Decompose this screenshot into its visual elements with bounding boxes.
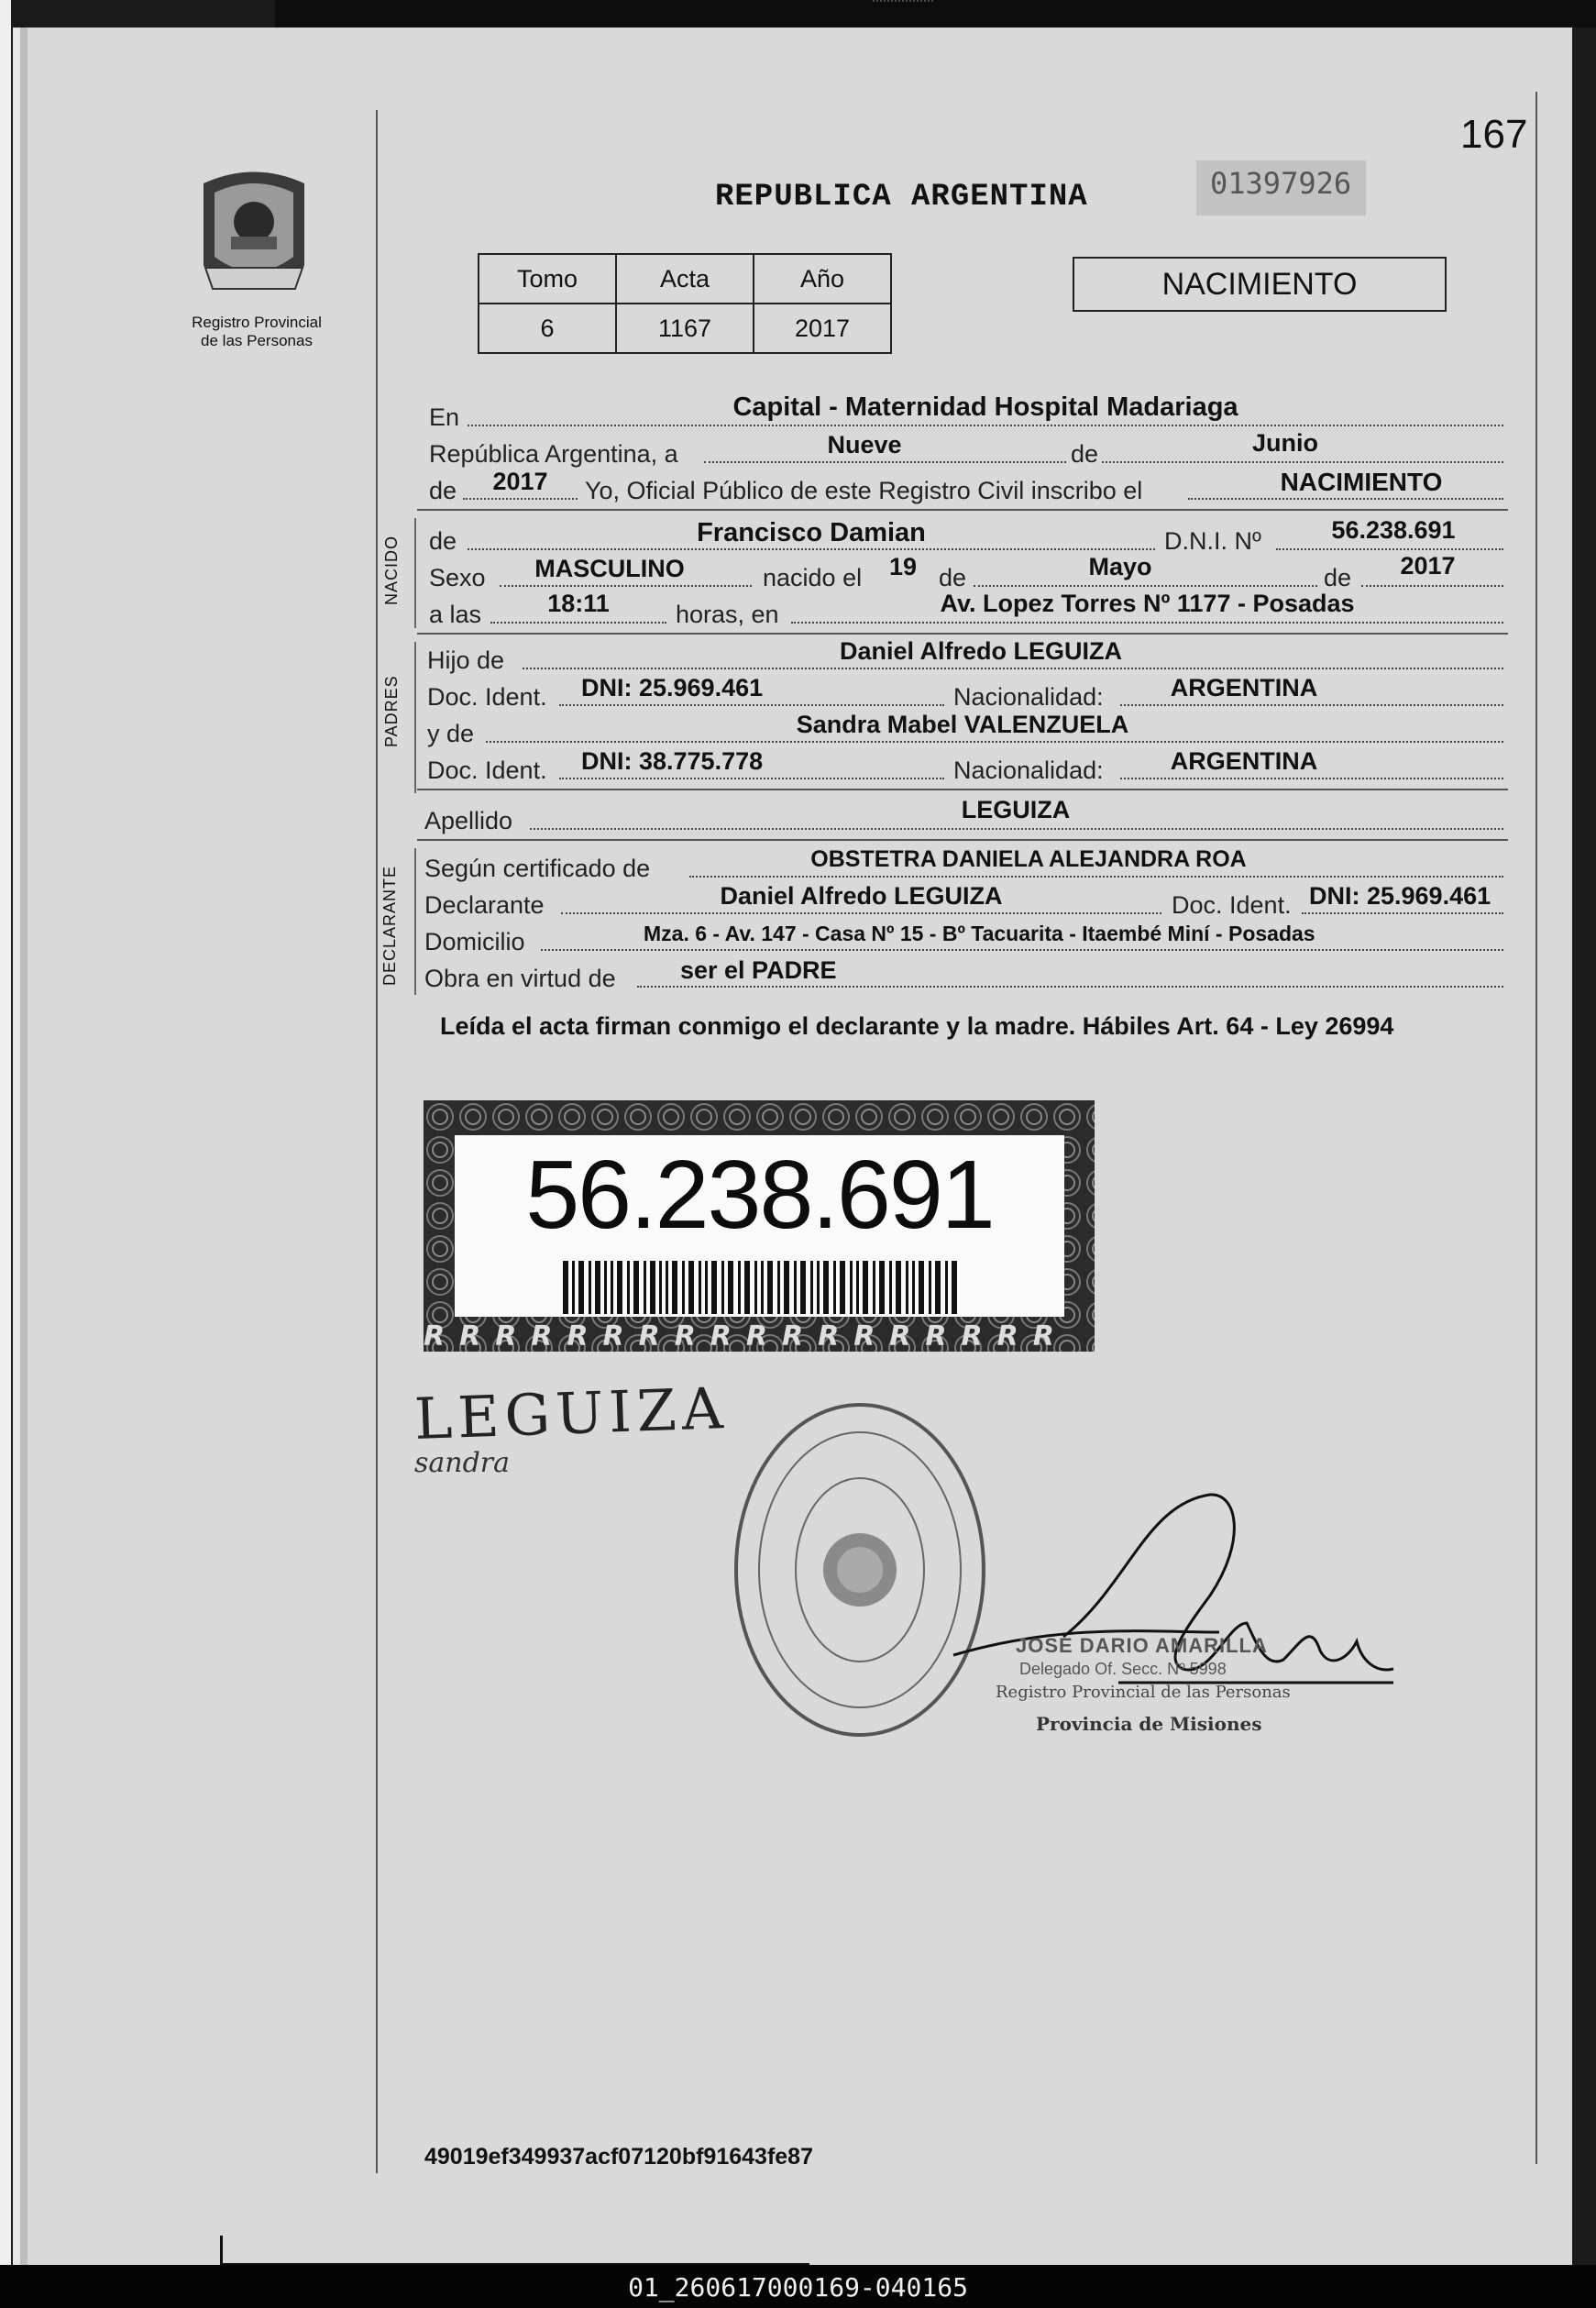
nacido-de-label: de: [429, 527, 457, 555]
birth-place-institution: Capital - Maternidad Hospital Madariaga: [732, 392, 1238, 422]
dotted-line: [500, 585, 752, 587]
register-day: Nueve: [827, 431, 902, 458]
table-header-anio: Año: [754, 254, 891, 304]
security-r-pattern: RRRRRRRRRRRRRRRRRR: [424, 1320, 1069, 1352]
section-bar: [414, 518, 416, 628]
scan-id-strip: [0, 2265, 1596, 2308]
child-surname: LEGUIZA: [961, 796, 1071, 823]
father-nationality: ARGENTINA: [1170, 674, 1318, 701]
barcode-number: 56.238.691: [525, 1141, 994, 1249]
table-value-tomo: 6: [479, 304, 616, 353]
record-type-box: NACIMIENTO: [1073, 257, 1447, 312]
official-province: Provincia de Misiones: [1036, 1713, 1262, 1735]
a-las-label: a las: [429, 601, 482, 628]
table-value-anio: 2017: [754, 304, 891, 353]
section-separator: [417, 839, 1508, 841]
obra-value: ser el PADRE: [680, 956, 837, 984]
left-margin-rule: [376, 110, 378, 2173]
domicilio-label: Domicilio: [424, 928, 525, 955]
de-label: de: [1071, 440, 1099, 468]
declarant-doc-label: Doc. Ident.: [1172, 891, 1292, 919]
dotted-line: [873, 0, 933, 2]
father-nationality-label: Nacionalidad:: [953, 683, 1104, 711]
padres-section-label: PADRES: [382, 675, 401, 747]
section-separator: [417, 509, 1508, 511]
handwritten-surname: LEGUIZA: [413, 1375, 730, 1452]
mother-doc: DNI: 38.775.778: [581, 747, 764, 775]
horas-label: horas, en: [676, 601, 779, 628]
republica-label: República Argentina, a: [429, 440, 678, 468]
mother-doc-label: Doc. Ident.: [427, 756, 547, 784]
nacido-section-label: NACIDO: [382, 535, 401, 605]
dotted-line: [468, 548, 1155, 550]
document-title: REPUBLICA ARGENTINA: [715, 180, 1088, 215]
official-text: Yo, Oficial Público de este Registro Civil inscribo el: [585, 477, 1143, 504]
dotted-line: [561, 912, 1161, 914]
dotted-line: [1188, 498, 1503, 500]
dotted-line: [1120, 704, 1503, 706]
declarant-address: Mza. 6 - Av. 147 - Casa Nº 15 - Bº Tacuarita - Itaembé Miní - Posadas: [644, 922, 1315, 945]
mother-name: Sandra Mabel VALENZUELA: [796, 711, 1129, 738]
paper-edge: [0, 0, 11, 2308]
province-seal-icon: [194, 165, 314, 303]
barcode-bars: [563, 1261, 957, 1314]
dotted-line: [974, 585, 1317, 587]
nacido-el-label: nacido el: [763, 564, 863, 591]
scan-id: 01_260617000169-040165: [628, 2272, 968, 2302]
declarante-label: Declarante: [424, 891, 545, 919]
dotted-line: [1102, 461, 1503, 463]
scan-background: [275, 0, 1596, 28]
birth-month: Mayo: [1088, 553, 1152, 580]
father-doc: DNI: 25.969.461: [581, 674, 764, 701]
child-dni: 56.238.691: [1331, 516, 1456, 544]
mother-nationality: ARGENTINA: [1170, 747, 1318, 775]
dotted-line: [1120, 778, 1503, 779]
birth-year: 2017: [1400, 552, 1456, 580]
document-hash: 49019ef349937acf07120bf91643fe87: [424, 2144, 813, 2170]
birth-hour: 18:11: [547, 590, 610, 617]
dotted-line: [689, 876, 1503, 878]
dotted-line: [791, 622, 1503, 624]
table-header-tomo: Tomo: [479, 254, 616, 304]
birth-address: Av. Lopez Torres Nº 1177 - Posadas: [940, 590, 1355, 617]
certificado-label: Según certificado de: [424, 855, 651, 882]
section-bar: [414, 848, 416, 995]
dotted-line: [704, 461, 1066, 463]
declarant-name: Daniel Alfredo LEGUIZA: [720, 882, 1003, 910]
dotted-line: [541, 949, 1503, 951]
dni-label: D.N.I. Nº: [1164, 527, 1261, 555]
father-doc-label: Doc. Ident.: [427, 683, 547, 711]
table-value-acta: 1167: [616, 304, 754, 353]
dotted-line: [463, 498, 578, 500]
section-separator: [417, 633, 1508, 635]
dotted-line: [559, 704, 944, 706]
section-bar: [414, 642, 416, 793]
dotted-line: [523, 668, 1503, 669]
y-de-label: y de: [427, 720, 475, 747]
right-margin-rule: [1535, 92, 1537, 2164]
handwritten-signature: sandra: [414, 1447, 511, 1479]
page-number: 167: [1460, 112, 1528, 157]
dotted-line: [559, 778, 944, 779]
child-sex: MASCULINO: [534, 555, 685, 582]
serial-number: 01397926: [1196, 160, 1366, 215]
dotted-line: [490, 622, 666, 624]
father-name: Daniel Alfredo LEGUIZA: [839, 637, 1123, 665]
official-role: Delegado Of. Secc. Nº 5998: [1019, 1660, 1227, 1678]
underlying-form-edge: [220, 2236, 809, 2266]
obra-label: Obra en virtud de: [424, 965, 616, 992]
registry-table: [478, 253, 892, 354]
dotted-line: [1302, 912, 1503, 914]
registry-caption-line2: de las Personas: [201, 332, 313, 349]
dotted-line: [530, 828, 1503, 830]
dni-barcode-label: [424, 1100, 1095, 1352]
declarant-doc: DNI: 25.969.461: [1309, 882, 1491, 910]
register-year: 2017: [492, 468, 548, 495]
dotted-line: [1276, 548, 1503, 550]
certifier: OBSTETRA DANIELA ALEJANDRA ROA: [810, 846, 1247, 872]
barcode-panel: [455, 1135, 1064, 1317]
hijo-de-label: Hijo de: [427, 646, 505, 674]
dotted-line: [468, 425, 1503, 426]
legal-note: Leída el acta firman conmigo el declarante y la madre. Hábiles Art. 64 - Ley 26994: [440, 1012, 1394, 1040]
dotted-line: [486, 741, 1503, 743]
table-header-acta: Acta: [616, 254, 754, 304]
official-registry: Registro Provincial de las Personas: [996, 1683, 1291, 1702]
sexo-label: Sexo: [429, 564, 486, 591]
child-name: Francisco Damian: [697, 518, 926, 547]
register-month: Junio: [1252, 429, 1318, 457]
mother-nationality-label: Nacionalidad:: [953, 756, 1104, 784]
declarante-section-label: DECLARANTE: [380, 865, 399, 986]
register-event: NACIMIENTO: [1280, 468, 1443, 496]
official-name: JOSE DARIO AMARILLA: [1016, 1634, 1268, 1657]
registry-caption: [174, 314, 339, 350]
de-label: de: [1324, 564, 1352, 591]
dotted-line: [637, 986, 1503, 988]
de2-label: de: [429, 477, 457, 504]
section-separator: [417, 789, 1508, 790]
de-label: de: [939, 564, 967, 591]
birth-day: 19: [888, 553, 918, 580]
registry-caption-line1: Registro Provincial: [192, 314, 322, 331]
dotted-line: [1361, 585, 1503, 587]
en-label: En: [429, 403, 460, 431]
apellido-label: Apellido: [424, 807, 513, 834]
